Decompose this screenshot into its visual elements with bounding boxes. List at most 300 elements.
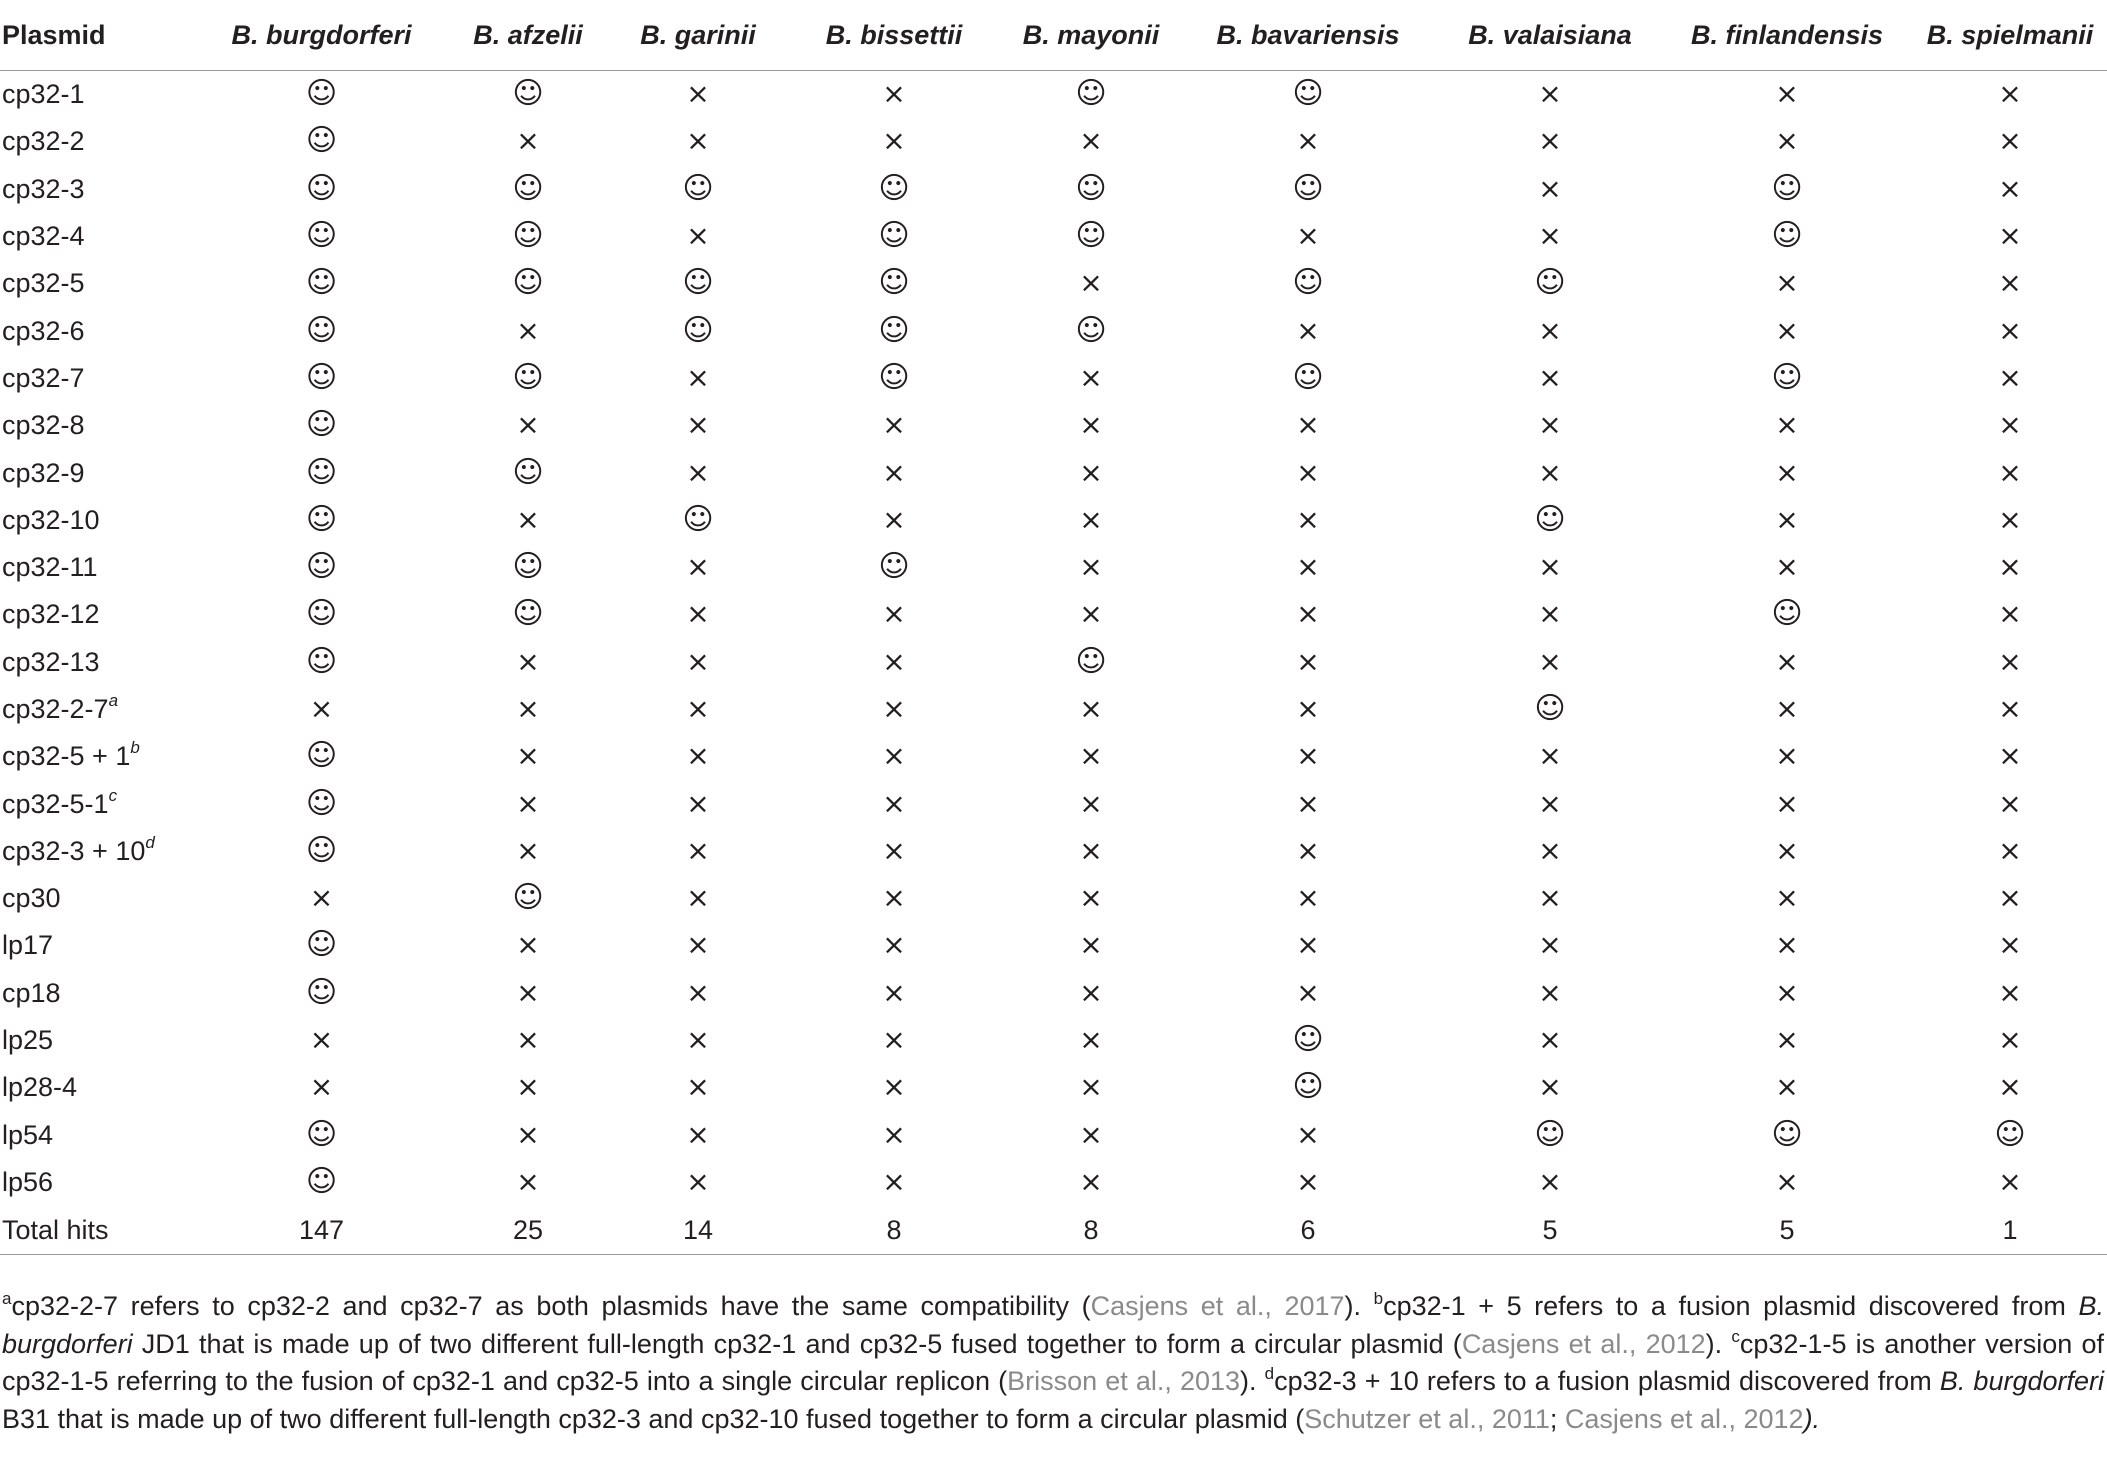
compatibility-cell [1913,213,2107,260]
cross-icon: × [309,881,334,915]
compatibility-cell [1913,355,2107,402]
footnote-marker: b [130,738,140,758]
total-hits-value: 8 [1005,1206,1177,1255]
compatibility-cell [613,875,783,922]
cross-icon: × [516,1117,540,1151]
cross-icon: × [1538,928,1562,962]
plasmid-name-cell [0,591,200,638]
compatibility-cell [1661,355,1913,402]
smiley-icon: ☺ [305,359,338,395]
compatibility-cell [1913,449,2107,496]
table-row [0,307,2107,354]
smiley-icon: ☺ [1292,265,1324,301]
compatibility-cell [613,260,783,307]
smiley-icon: ☺ [1075,643,1107,679]
cross-icon: × [1775,1070,1799,1104]
citation-link[interactable]: Casjens et al., 2017 [1090,1291,1345,1321]
compatibility-cell [1661,733,1913,780]
compatibility-cell [1661,1159,1913,1206]
column-header-species: B. finlandensis [1661,0,1913,71]
cross-icon: × [1998,408,2022,442]
compatibility-cell [1177,780,1439,827]
smiley-icon: ☺ [512,454,544,490]
column-header-species: B. mayonii [1005,0,1177,71]
cross-icon: × [1775,1164,1799,1198]
smiley-icon: ☺ [1771,359,1803,395]
compatibility-cell [200,118,443,165]
cross-icon: × [1775,124,1799,158]
compatibility-cell [1177,686,1439,733]
smiley-icon: ☺ [305,927,338,963]
smiley-icon: ☺ [878,265,910,301]
cross-icon: × [882,692,906,725]
compatibility-cell [783,260,1005,307]
smiley-icon: ☺ [1075,170,1107,206]
compatibility-cell [783,213,1005,260]
compatibility-cell [1661,213,1913,260]
cross-icon: × [1296,644,1320,678]
plasmid-name-cell [0,733,200,780]
compatibility-cell [613,828,783,875]
plasmid-label: cp32-1 [2,79,85,110]
compatibility-cell [1913,402,2107,449]
compatibility-cell [443,71,613,119]
cross-icon: × [1998,266,2022,300]
cross-icon: × [1079,833,1103,867]
compatibility-cell [1005,1112,1177,1159]
compatibility-cell [1005,780,1177,827]
compatibility-cell [200,166,443,213]
cross-icon: × [1998,1070,2022,1104]
cross-icon: × [686,597,710,631]
compatibility-cell [613,307,783,354]
compatibility-cell [1913,1112,2107,1159]
cross-icon: × [1296,124,1320,158]
smiley-icon: ☺ [1075,76,1107,112]
compatibility-cell [1005,1017,1177,1064]
compatibility-cell [200,213,443,260]
cross-icon: × [1079,1164,1103,1198]
compatibility-cell [1005,213,1177,260]
cross-icon: × [1998,833,2022,867]
compatibility-cell [1913,970,2107,1017]
smiley-icon: ☺ [682,501,714,537]
total-hits-value: 1 [1913,1206,2107,1255]
smiley-icon: ☺ [305,643,338,679]
compatibility-cell [1177,1159,1439,1206]
compatibility-cell [1177,260,1439,307]
cross-icon: × [1079,1023,1103,1057]
compatibility-cell [1439,166,1661,213]
cross-icon: × [516,313,540,347]
compatibility-cell [1005,970,1177,1017]
smiley-icon: ☺ [305,1163,338,1199]
compatibility-cell [1005,875,1177,922]
smiley-icon: ☺ [1534,1116,1566,1152]
compatibility-cell [1439,402,1661,449]
compatibility-cell [783,1112,1005,1159]
compatibility-cell [443,639,613,686]
total-hits-row [0,1206,2107,1255]
compatibility-cell [1005,71,1177,119]
compatibility-cell [1913,639,2107,686]
compatibility-cell [1913,780,2107,827]
compatibility-cell [1913,922,2107,969]
plasmid-label: cp32-8 [2,410,85,441]
total-hits-value: 147 [200,1206,443,1255]
compatibility-cell [1005,166,1177,213]
compatibility-cell [1005,544,1177,591]
plasmid-name-cell [0,307,200,354]
plasmid-label: lp54 [2,1119,54,1150]
cross-icon: × [1998,786,2022,820]
cross-icon: × [1998,360,2022,394]
total-hits-value: 14 [613,1206,783,1255]
cross-icon: × [686,77,710,111]
compatibility-cell [613,355,783,402]
compatibility-cell [200,449,443,496]
compatibility-cell [1177,402,1439,449]
table-row [0,1112,2107,1159]
compatibility-cell [1439,639,1661,686]
table-row [0,1017,2107,1064]
cross-icon: × [1296,455,1320,489]
plasmid-name-cell [0,1159,200,1206]
smiley-icon: ☺ [512,880,544,916]
compatibility-cell [443,118,613,165]
cross-icon: × [1538,171,1562,205]
citation-link[interactable]: Brisson et al., 2013 [1007,1366,1241,1396]
compatibility-cell [1005,307,1177,354]
smiley-icon: ☺ [1994,1116,2026,1152]
cross-icon: × [686,833,710,867]
plasmid-name-cell [0,166,200,213]
column-header-plasmid: Plasmid [0,0,200,71]
compatibility-cell [1439,497,1661,544]
cross-icon: × [686,786,710,820]
compatibility-cell [783,118,1005,165]
smiley-icon: ☺ [512,265,544,301]
footnote-d-post: B31 that is made up of two different full-length cp32-3 and cp32-10 fused together to form a circular plasmid ( [2,1403,1305,1434]
smiley-icon: ☺ [878,359,910,395]
smiley-icon: ☺ [305,218,338,254]
smiley-icon: ☺ [512,359,544,395]
plasmid-name-cell [0,828,200,875]
cross-icon: × [516,786,540,820]
footnote-c-end: ). [1240,1366,1257,1396]
cross-icon: × [1079,124,1103,158]
compatibility-cell [1439,922,1661,969]
compatibility-cell [1661,260,1913,307]
compatibility-cell [613,544,783,591]
compatibility-cell [783,970,1005,1017]
plasmid-name-cell [0,970,200,1017]
compatibility-cell [1439,970,1661,1017]
table-row [0,118,2107,165]
table-row [0,780,2107,827]
compatibility-cell [1913,544,2107,591]
cross-icon: × [1538,975,1562,1009]
cross-icon: × [1079,408,1103,442]
table-row [0,260,2107,307]
cross-icon: × [1296,739,1320,773]
table-row [0,591,2107,638]
citation-link[interactable]: Schutzer et al., 2011 [1304,1403,1550,1434]
cross-icon: × [1538,77,1562,111]
smiley-icon: ☺ [305,123,338,159]
footnote-d-sep: ; [1549,1403,1565,1434]
plasmid-label: cp18 [2,977,61,1008]
cross-icon: × [1775,313,1799,347]
cross-icon: × [882,1117,906,1151]
smiley-icon: ☺ [305,454,338,490]
cross-icon: × [1998,171,2022,205]
column-header-species: B. valaisiana [1439,0,1661,71]
footnote-b-species: B. burgdorferi [2,1291,2104,1359]
compatibility-cell [443,1112,613,1159]
compatibility-cell [1439,449,1661,496]
cross-icon: × [686,360,710,394]
compatibility-cell [1439,780,1661,827]
smiley-icon: ☺ [305,170,338,206]
cross-icon: × [1296,1164,1320,1198]
cross-icon: × [1296,313,1320,347]
smiley-icon: ☺ [1771,218,1803,254]
smiley-icon: ☺ [1292,1022,1324,1058]
smiley-icon: ☺ [1534,691,1566,726]
cross-icon: × [1998,219,2022,253]
cross-icon: × [1998,313,2022,347]
cross-icon: × [1538,550,1562,584]
cross-icon: × [516,692,540,725]
compatibility-cell [1913,166,2107,213]
compatibility-cell [1177,1064,1439,1111]
table-row [0,639,2107,686]
compatibility-cell [443,544,613,591]
plasmid-label: cp32-5 + 1 [2,741,131,772]
smiley-icon: ☺ [305,501,338,537]
cross-icon: × [1998,928,2022,962]
compatibility-cell [1177,355,1439,402]
compatibility-cell [200,260,443,307]
compatibility-cell [1177,828,1439,875]
compatibility-cell [1439,260,1661,307]
cross-icon: × [1079,597,1103,631]
column-header-species: B. burgdorferi [200,0,443,71]
compatibility-cell [783,733,1005,780]
total-hits-value: 5 [1661,1206,1913,1255]
cross-icon: × [516,739,540,773]
cross-icon: × [1998,692,2022,725]
cross-icon: × [1775,408,1799,442]
cross-icon: × [882,77,906,111]
cross-icon: × [686,1117,710,1151]
compatibility-cell [1177,118,1439,165]
plasmid-label: cp32-12 [2,599,100,630]
cross-icon: × [686,1023,710,1057]
compatibility-cell [1177,71,1439,119]
smiley-icon: ☺ [1075,312,1107,348]
cross-icon: × [1998,124,2022,158]
smiley-icon: ☺ [1292,359,1324,395]
compatibility-cell [1439,1112,1661,1159]
compatibility-cell [443,591,613,638]
cross-icon: × [1538,360,1562,394]
compatibility-cell [200,1112,443,1159]
table-row [0,922,2107,969]
cross-icon: × [882,124,906,158]
footnote-marker: d [145,832,155,852]
cross-icon: × [309,1070,334,1104]
smiley-icon: ☺ [1292,76,1324,112]
cross-icon: × [1538,739,1562,773]
table-row [0,686,2107,733]
cross-icon: × [1775,266,1799,300]
compatibility-cell [1439,544,1661,591]
table-footnote [2,1288,2104,1438]
compatibility-cell [1913,828,2107,875]
compatibility-cell [783,402,1005,449]
cross-icon: × [516,124,540,158]
cross-icon: × [516,1023,540,1057]
compatibility-cell [613,591,783,638]
footnote-d-end: ). [1803,1403,1821,1434]
plasmid-label: lp25 [2,1025,54,1056]
plasmid-name-cell [0,71,200,119]
cross-icon: × [882,928,906,962]
compatibility-cell [1439,591,1661,638]
cross-icon: × [1538,597,1562,631]
cross-icon: × [882,975,906,1009]
cross-icon: × [1775,833,1799,867]
cross-icon: × [1079,266,1103,300]
column-header-species: B. bavariensis [1177,0,1439,71]
compatibility-cell [443,970,613,1017]
cross-icon: × [1998,502,2022,536]
plasmid-name-cell [0,402,200,449]
cross-icon: × [1538,124,1562,158]
total-hits-value: 5 [1439,1206,1661,1255]
table-header-row [0,0,2107,71]
column-header-species: B. afzelii [443,0,613,71]
table-row [0,544,2107,591]
compatibility-cell [200,307,443,354]
table-row [0,875,2107,922]
cross-icon: × [1079,1070,1103,1104]
compatibility-cell [1661,970,1913,1017]
plasmid-label: cp32-10 [2,504,100,535]
table-row [0,213,2107,260]
plasmid-name-cell [0,118,200,165]
cross-icon: × [686,124,710,158]
cross-icon: × [1538,1164,1562,1198]
smiley-icon: ☺ [1292,170,1324,206]
cross-icon: × [1538,881,1562,915]
plasmid-label: cp32-9 [2,457,85,488]
smiley-icon: ☺ [305,738,338,774]
cross-icon: × [882,1070,906,1104]
compatibility-cell [443,355,613,402]
compatibility-cell [613,497,783,544]
cross-icon: × [882,1164,906,1198]
cross-icon: × [1538,219,1562,253]
plasmid-label: lp28-4 [2,1072,78,1103]
footnote-c-marker: c [1731,1326,1740,1346]
cross-icon: × [1296,786,1320,820]
footnote-a-end: ). [1344,1291,1362,1321]
compatibility-cell [1005,118,1177,165]
compatibility-cell [1661,544,1913,591]
cross-icon: × [516,1164,540,1198]
smiley-icon: ☺ [878,312,910,348]
cross-icon: × [1998,1164,2022,1198]
cross-icon: × [1079,1117,1103,1151]
footnote-b-marker: b [1373,1289,1384,1308]
compatibility-cell [200,1159,443,1206]
cross-icon: × [309,1023,334,1057]
compatibility-cell [613,639,783,686]
table-row [0,449,2107,496]
cross-icon: × [1998,550,2022,584]
cross-icon: × [1296,550,1320,584]
compatibility-cell [443,402,613,449]
cross-icon: × [1296,833,1320,867]
cross-icon: × [1296,881,1320,915]
compatibility-cell [443,307,613,354]
compatibility-cell [1439,355,1661,402]
smiley-icon: ☺ [1771,596,1803,632]
cross-icon: × [882,833,906,867]
plasmid-label: cp32-5-1 [2,788,109,819]
compatibility-cell [1913,733,2107,780]
column-header-species: B. spielmanii [1913,0,2107,71]
compatibility-cell [200,686,443,733]
compatibility-cell [613,213,783,260]
cross-icon: × [686,1164,710,1198]
smiley-icon: ☺ [878,549,910,585]
compatibility-cell [1913,686,2107,733]
compatibility-cell [443,780,613,827]
compatibility-cell [1177,922,1439,969]
cross-icon: × [1538,1070,1562,1104]
compatibility-cell [1177,307,1439,354]
compatibility-cell [783,1159,1005,1206]
compatibility-cell [1005,639,1177,686]
compatibility-cell [613,71,783,119]
compatibility-cell [613,1159,783,1206]
plasmid-label: lp56 [2,1166,54,1197]
column-header-species: B. garinii [613,0,783,71]
cross-icon: × [1538,313,1562,347]
cross-icon: × [1538,644,1562,678]
table-row [0,970,2107,1017]
cross-icon: × [1079,502,1103,536]
citation-link[interactable]: Casjens et al., 2012 [1461,1328,1706,1359]
compatibility-cell [1005,497,1177,544]
cross-icon: × [1775,928,1799,962]
cross-icon: × [882,1023,906,1057]
cross-icon: × [1079,360,1103,394]
plasmid-label: cp30 [2,883,61,914]
compatibility-cell [200,402,443,449]
plasmid-label: cp32-11 [2,552,98,583]
cross-icon: × [1998,881,2022,915]
compatibility-cell [1913,307,2107,354]
smiley-icon: ☺ [305,265,338,301]
compatibility-cell [1661,71,1913,119]
compatibility-cell [200,1064,443,1111]
citation-link[interactable]: Casjens et al., 2012 [1564,1403,1804,1434]
